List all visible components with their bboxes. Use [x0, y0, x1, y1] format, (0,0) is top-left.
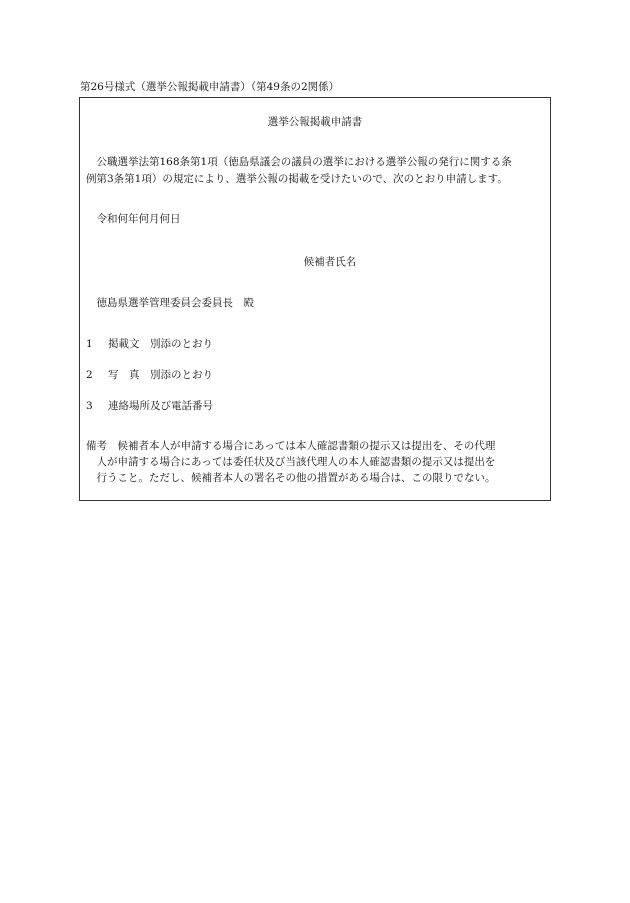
item-number: 1: [86, 338, 93, 350]
body-line-2: 例第3条第1項）の規定により、選挙公報の掲載を受けたいので、次のとおり申請します。: [86, 173, 508, 185]
note-line-2: 人が申請する場合にあっては委任状及び当該代理人の本人確認書類の提示又は提出を: [86, 456, 496, 468]
item-number: 2: [86, 369, 93, 381]
form-caption: 第26号様式（選挙公報掲載申請書）（第49条の2関係）: [80, 81, 340, 93]
item-text: 連絡場所及び電話番号: [108, 400, 213, 412]
body-line-1: 公職選挙法第168条第1項（徳島県議会の議員の選挙における選挙公報の発行に関する条: [86, 156, 512, 168]
item-text: 写 真 別添のとおり: [108, 369, 213, 381]
note-line-3: 行うこと。ただし、候補者本人の署名その他の措置がある場合は、この限りでない。: [86, 472, 496, 484]
item-text: 掲載文 別添のとおり: [108, 338, 213, 350]
item-number: 3: [86, 400, 93, 412]
application-date: 令和何年何月何日: [86, 213, 181, 225]
form-frame: [79, 97, 551, 501]
note-line-1: 備考 候補者本人が申請する場合にあっては本人確認書類の提示又は提出を、その代理: [86, 440, 496, 452]
addressee: 徳島県選挙管理委員会委員長 殿: [86, 297, 254, 309]
form-title: 選挙公報掲載申請書: [267, 116, 363, 128]
candidate-name-label: [80, 255, 550, 269]
candidate-name-text: 候補者氏名: [303, 256, 357, 268]
